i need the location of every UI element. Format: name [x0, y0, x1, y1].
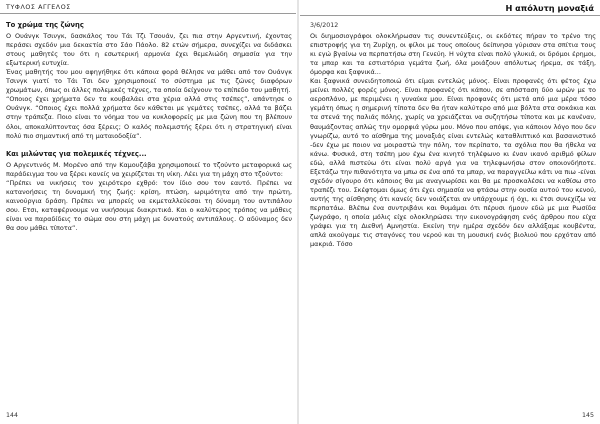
running-header-chapter: Η απόλυτη μοναξιά — [505, 3, 594, 13]
left-page — [0, 0, 296, 424]
gutter-divider — [297, 0, 299, 424]
running-header-author: ΤΥΦΛΟΣ ΑΓΓΕΛΟΣ — [6, 4, 71, 11]
right-page — [300, 0, 600, 424]
section-title-belt-color: Το χρώμα της ζώνης — [6, 21, 84, 29]
paragraph: Ένας μαθητής του μου αφηγήθηκε ότι κάποια φορά θέλησε να μάθει από τον Ουάνγκ Τσινγκ γιατί το Τάι Τσι δεν χρησιμοποιεί το σύστημα με τις ζώνες διαφόρων χρωμάτων, όπως οι άλλες πολεμικές τέχνες, τα οποία δείχνουν το επίπεδο του μαθητή. — [6, 68, 292, 95]
page-number-right: 145 — [581, 412, 594, 419]
right-text-column — [310, 21, 596, 249]
paragraph: Ο Ουάνγκ Τσινγκ, δασκάλος του Τάι Τζι Τσουάν, ζει πια στην Αργεντινή, έχοντας περάσει σχεδόν μια δεκαετία στο Σάο Πάολο. 82 ετών σήμερα, συνεχίζει να διδάσκει στους μαθητές του ότι η εσωτερική αρμονία έχει θεμελιώδη σημασία για την εξωτερική ευτυχία. — [6, 32, 292, 68]
paragraph: “Οποιος έχει χρήματα δεν τα κουβαλάει στα χέρια αλλά στις τσέπες”, απάντησε ο Ουάνγκ. “Οποιος έχει πολλά χρήματα δεν κάθεται με γεμάτες τσέπες, αλλά τα βάζει στην τράπεζα. Ποιο είναι το νόημα του να κυκλοφορείς με μια ζώνη που τη βλέπουν όλοι, αποκαλύπτοντας όσα ξέρεις; Ο καλός πολεμιστής ξέρει ότι η στρατηγική είναι πολύ πιο σημαντική από τη ματαιοδοξία”. — [6, 95, 292, 140]
page-number-left: 144 — [6, 412, 19, 419]
left-text-column — [6, 21, 292, 233]
paragraph: Ο Αργεντινός Μ. Μορένο από την Καμουζάβα χρησιμοποιεί το τζούντο μεταφορικά ως παράδειγμα του να ξέρει κανείς να χειρίζεται τη νίκη. Λέει για τη μάχη στο τζούντο: — [6, 160, 292, 178]
entry-date: 3/6/2012 — [310, 22, 339, 29]
paragraph: “Πρέπει να νικήσεις τον χειρότερο εχθρό: τον ίδιο σου τον εαυτό. Πρέπει να κατανοήσεις τη δυναμική της ζωής: κρίση, πτώση, ωριμότητα από την πρώτη, καινούργια δράση. Πρέπει να μπορείς να εκμεταλλεύεσαι τη δύναμη του αντιπάλου σου. Ετσι, καταφέρνουμε να νικήσουμε διακριτικά. Και ο καλύτερος τρόπος να μάθεις είναι να παραδίδεις το σώμα σου στη μάχη με δυνατούς αντιπάλους. Ο αδύναμος δεν θα σου μάθει τίποτα”. — [6, 178, 292, 232]
paragraph: Και ξαφνικά συνειδητοποιώ ότι είμαι εντελώς μόνος. Είναι προφανές ότι φέτος έχω μείνει πολλές φορές μόνος. Είναι προφανές ότι κάπου, σε απόσταση δύο ωρών με το αεροπλάνο, με περιμένει η γυναίκα μου. Είναι προφανές ότι μετά από μια μέρα τόσο γεμάτη όπως η σημερινή τίποτα δεν θα ήταν καλύτερο από μια βόλτα στα σοκάκια και τα στενά της παλιάς πόλης, χωρίς να χρειάζεται να συζητήσω τίποτα και με κανέναν, θαυμάζοντας απλώς την ομορφιά γύρω μου. Μόνο που απόψε, για κάποιον λόγο που δεν γνωρίζω, αυτό το αίσθημα της μοναξιάς είναι εντελώς καταθλιπτικό και βασανιστικό -δεν έχω με ποιον να μοιραστώ την πόλη, τον περίπατο, τα σχόλια που θα ήθελα να κάνω. Φυσικά, στη τσέπη μου έχω ένα κινητό τηλέφωνο κι έναν ικανό αριθμό φίλων εδώ, αλλά πιστεύω ότι είναι πολύ αργά για να τηλεφωνήσω στον οποιονδήποτε. Εξετάζω την πιθανότητα να μπω σε ένα από τα μπαρ, να παραγγείλω κάτι να πιω -είναι σχεδόν σίγουρο ότι κάποιος θα με αναγνωρίσει και θα με προσκαλέσει να καθίσω στο τραπέζι του. Σκέφτομαι όμως ότι έχει σημασία να φτάσω στην ουσία αυτού του κενού, αυτής της αίσθησης ότι κανείς δεν νοιάζεται αν υπάρχουμε ή όχι, κι έτσι συνεχίζω να περπατάω. Βλέπω ένα συντριβάνι και θυμάμαι ότι πέρυσι ήμουν εδώ με μια Ρωσίδα ζωγράφο, η οποία μόλις είχε ολοκληρώσει την εικονογράφηση ενός άρθρου που είχα γράψει για τη Διεθνή Αμνηστία. Εκείνη την ημέρα σχεδόν δεν αλλάξαμε κουβέντα, απλά ακούγαμε τις σταγόνες του νερού και τη μουσική ενός βιολιού που ερχόταν από μακριά. Τόσο — [310, 77, 596, 249]
paragraph: Οι διημοσιογράφοι ολοκλήρωσαν τις συνεντεύξεις, οι εκδότες πήραν το τρένο της επιστροφής για τη Ζυρίχη, οι φίλοι με τους οποίους δείπνησα γύρισαν στα σπίτια τους κι εγώ βγαίνω να περπατήσω στη Γενεύη. Η νύχτα είναι πολύ γλυκιά, οι δρόμοι έρημοι, τα μπαρ και τα εστιατόρια γεμάτα ζωή, όλα μοιάζουν απόλυτως ήρεμα, σε τάξη, όμορφα και ξαφνικά... — [310, 32, 596, 77]
section-spacer — [6, 141, 292, 150]
section-title-martial-arts: Και μιλώντας για πολεμικές τέχνες... — [6, 149, 147, 158]
header-rule-right — [300, 15, 600, 16]
header-rule-left — [0, 13, 296, 14]
